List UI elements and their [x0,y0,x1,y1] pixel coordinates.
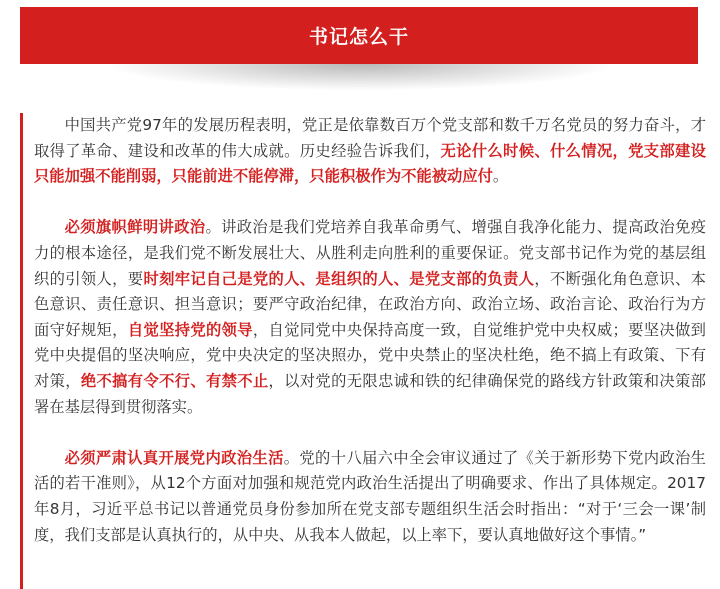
title-banner [20,7,698,64]
text-segment: 。讲政治是我们党培养自我革命勇气、增强自我净化能力、提高政治免疫力的根本途径，是我们党不断发展壮大、从胜利走向胜利的重要保证。党支部书记作为党的基层组织的引领人，要 [34,218,706,288]
highlight-text: 绝不搞有令不行、有禁不止 [80,371,269,390]
banner-shadow [110,64,610,90]
highlight-text: 自觉坚持党的领导 [127,320,253,339]
paragraph-intro [34,113,706,190]
page-title: 书记怎么干 [308,26,409,48]
paragraph-politics [34,215,706,420]
accent-bar [20,113,23,589]
text-segment: 。 [492,167,509,186]
highlight-text: 时刻牢记自己是党的人、是组织的人、是党支部的负责人 [143,269,535,288]
text-segment: ，以对党的无限忠诚和铁的纪律确保党的路线方针政策和决策部署在基层得到贯彻落实。 [34,371,706,416]
text-segment: 。党的十八届六中全会审议通过了《关于新形势下党内政治生活的若干准则》，从12个方面对加强和规范党内政治生活提出了明确要求、作出了具体规定。2017年8月，习近平总书记以普通党员身份参加所在党支部专题组织生活会时指出：“对于‘三会一课’制度，我们支部是认真执行的，从中央、从我本人做起，以上率下，要认真地做好这个事情。” [34,448,706,544]
section-heading: 必须旗帜鲜明讲政治 [64,218,206,237]
section-heading: 必须严肃认真开展党内政治生活 [64,448,284,467]
text-segment: ，不断强化角色意识、本色意识、责任意识、担当意识；要严守政治纪律，在政治方向、政治立场、政治言论、政治行为方面守好规矩， [34,269,706,339]
text-segment: ，自觉同党中央保持高度一致，自觉维护党中央权威；要坚决做到党中央提倡的坚决响应，党中央决定的坚决照办，党中央禁止的坚决杜绝，绝不搞上有政策、下有对策， [34,320,706,390]
article-body [34,113,706,574]
text-segment: 中国共产党97年的发展历程表明，党正是依靠数百万个党支部和数千万名党员的努力奋斗，才取得了革命、建设和改革的伟大成就。历史经验告诉我们， [34,116,706,160]
highlight-text: 无论什么时候、什么情况，党支部建设只能加强不能削弱，只能前进不能停滞，只能积极作为不能被动应付 [34,141,706,186]
paragraph-party-life [34,446,706,548]
